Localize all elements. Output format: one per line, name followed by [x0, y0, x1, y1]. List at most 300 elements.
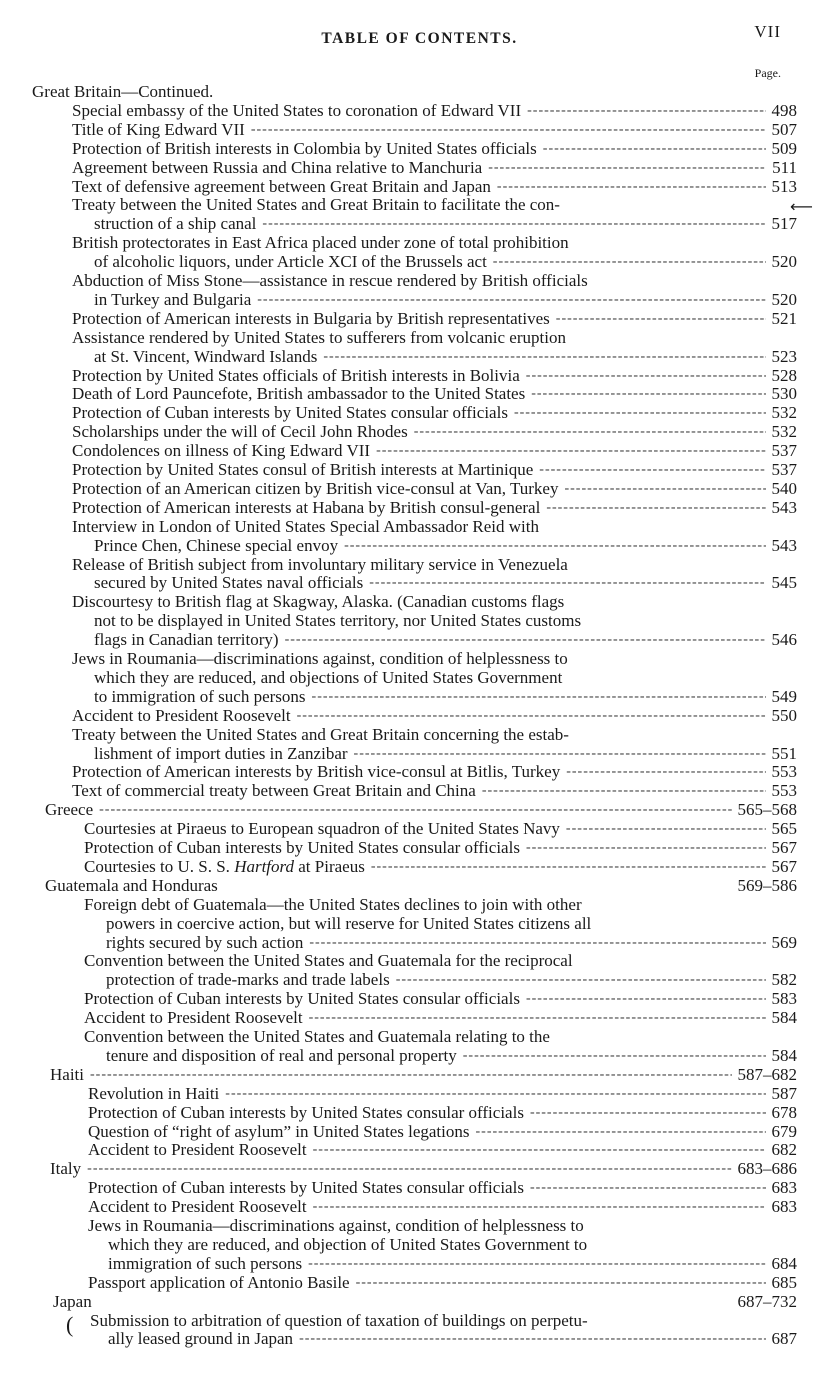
- toc-entry-page: 687–732: [737, 1291, 797, 1311]
- toc-leader-dots: [527, 101, 765, 121]
- toc-entry-title: Title of King Edward VII: [72, 119, 245, 139]
- toc-entry-title: Protection of an American citizen by British vice-consul at Van, Turkey: [72, 478, 559, 498]
- toc-entry-page: 587: [771, 1083, 797, 1103]
- toc-entry-page: 687: [771, 1329, 797, 1349]
- toc-entry-page: 678: [771, 1102, 797, 1122]
- toc-entry-text: [94, 611, 581, 631]
- toc-entry: [0, 384, 839, 404]
- toc-entry-title: powers in coercive action, but will reserve for United States citizens all: [106, 913, 592, 933]
- toc-leader-dots: [225, 1084, 765, 1104]
- toc-entry-title: Accident to President Roosevelt: [88, 1197, 307, 1217]
- toc-entry-text: [84, 1008, 303, 1028]
- toc-entry-text: [72, 158, 482, 178]
- toc-entry: [0, 1065, 839, 1085]
- toc-entry: [0, 914, 839, 934]
- toc-entry-text: [72, 592, 564, 612]
- toc-entry-text: [94, 630, 279, 650]
- toc-entry-title: Treaty between the United States and Great Britain concerning the estab-: [72, 724, 569, 744]
- toc-entry-page: 569–586: [737, 875, 797, 895]
- toc-entry: [0, 838, 839, 858]
- toc-entry-text: [72, 725, 569, 745]
- toc-entry-title: Text of commercial treaty between Great Britain and China: [72, 781, 476, 801]
- toc-entry-text: [84, 857, 365, 877]
- toc-entry: [0, 233, 839, 253]
- toc-entry-title: immigration of such persons: [108, 1253, 303, 1273]
- toc-entry: [0, 120, 839, 140]
- toc-entry: [0, 271, 839, 291]
- toc-entry-text: [108, 1329, 293, 1349]
- toc-entry-text: [88, 1140, 307, 1160]
- toc-entry-text: [72, 498, 540, 518]
- toc-entry-page: 584: [771, 1045, 797, 1065]
- toc-entry-title: Protection of Cuban interests by United States consular officials: [84, 989, 520, 1009]
- toc-entry-page: 553: [771, 781, 797, 801]
- toc-entry-title: Foreign debt of Guatemala—the United States declines to join with other: [84, 894, 582, 914]
- toc-entry-title: Accident to President Roosevelt: [72, 705, 291, 725]
- toc-entry-page: 551: [771, 743, 797, 763]
- toc-entry: [0, 630, 839, 650]
- toc-entry-title: lishment of import duties in Zanzibar: [94, 743, 348, 763]
- toc-entry-page: 543: [771, 535, 797, 555]
- toc-entry: [0, 573, 839, 593]
- toc-entry-text: [88, 1197, 307, 1217]
- toc-entry-page: 584: [771, 1008, 797, 1028]
- toc-entry: [0, 441, 839, 461]
- toc-entry-text: [72, 403, 508, 423]
- toc-entry: [0, 309, 839, 329]
- toc-leader-dots: [463, 1046, 766, 1066]
- toc-entry: [0, 101, 839, 121]
- toc-leader-dots: [531, 384, 765, 404]
- toc-entry-title: Convention between the United States and Guatemala for the reciprocal: [84, 951, 573, 971]
- toc-entry: [0, 1140, 839, 1160]
- toc-leader-dots: [526, 838, 766, 858]
- toc-entry-text: [53, 1292, 92, 1312]
- toc-leader-dots: [369, 573, 765, 593]
- toc-entry-title: not to be displayed in United States territory, nor United States customs: [94, 611, 582, 631]
- toc-entry-title: Protection of American interests at Habana by British consul-general: [72, 497, 541, 517]
- toc-entry-page: 530: [771, 384, 797, 404]
- toc-leader-dots: [476, 1122, 766, 1142]
- toc-entry: [0, 781, 839, 801]
- toc-entry-text: [106, 970, 390, 990]
- toc-leader-dots: [526, 989, 766, 1009]
- toc-entry: [0, 1027, 839, 1047]
- toc-entry-page: 569: [771, 932, 797, 952]
- toc-entry-title: Convention between the United States and Guatemala relating to the: [84, 1027, 550, 1046]
- toc-entry-text: [72, 422, 408, 442]
- toc-entry: [0, 611, 839, 631]
- toc-entry-page: 565–568: [737, 800, 797, 820]
- toc-entry-page: 521: [771, 308, 797, 328]
- toc-entry-page: 543: [771, 497, 797, 517]
- toc-entry-title: Accident to President Roosevelt: [88, 1140, 307, 1160]
- toc-entry: [0, 933, 839, 953]
- toc-entry: [0, 857, 839, 877]
- toc-leader-dots: [257, 290, 765, 310]
- toc-entry-text: [108, 1254, 302, 1274]
- toc-entry-text: [72, 309, 550, 329]
- toc-entry-title: Protection of Cuban interests by United States consular officials: [84, 838, 520, 857]
- toc-leader-dots: [323, 347, 765, 367]
- toc-entry: [0, 876, 839, 896]
- toc-entry-text: [32, 82, 213, 102]
- toc-entry-title: protection of trade-marks and trade labels: [106, 970, 390, 990]
- toc-entry-title: rights secured by such action: [106, 932, 304, 952]
- toc-entry-text: [72, 271, 588, 291]
- toc-entry-text: [88, 1216, 584, 1236]
- toc-entry-title: Protection by United States consul of British interests at Martinique: [72, 460, 534, 479]
- toc-entry: [0, 422, 839, 442]
- toc-entry-title: Protection by United States officials of British interests in Bolivia: [72, 365, 520, 385]
- toc-entry-page: 523: [771, 346, 797, 366]
- toc-entry: [0, 517, 839, 537]
- toc-entry: [0, 1046, 839, 1066]
- toc-entry-title: Condolences on illness of King Edward VII: [72, 441, 371, 461]
- toc-entry-title: flags in Canadian territory): [94, 630, 279, 650]
- toc-entry: [0, 536, 839, 556]
- toc-leader-dots: [543, 139, 766, 159]
- toc-entry: [0, 1103, 839, 1123]
- toc-entry-page: 565: [771, 819, 797, 839]
- toc-entry-text: [72, 366, 520, 386]
- toc-entry-text: [72, 177, 491, 197]
- toc-leader-dots: [356, 1273, 766, 1293]
- toc-entry: [0, 725, 839, 745]
- toc-entry: [0, 158, 839, 178]
- toc-entry-page: 682: [771, 1140, 797, 1160]
- toc-entry: [0, 195, 839, 215]
- toc-entry-text: [106, 933, 303, 953]
- toc-leader-dots: [297, 706, 766, 726]
- toc-leader-dots: [313, 1140, 766, 1160]
- page-number: VII: [754, 22, 781, 41]
- toc-leader-dots: [299, 1329, 765, 1349]
- page-title: TABLE OF CONTENTS.: [321, 30, 518, 47]
- toc-entry-page: 683: [771, 1197, 797, 1217]
- toc-leader-dots: [530, 1103, 766, 1123]
- toc-entry: [0, 1254, 839, 1274]
- toc-entry-title: to immigration of such persons: [94, 686, 306, 706]
- toc-entry-page: 532: [771, 403, 797, 423]
- toc-leader-dots: [90, 1065, 732, 1085]
- toc-entry: [0, 366, 839, 386]
- toc-entry: [0, 649, 839, 669]
- toc-entry: [0, 687, 839, 707]
- toc-entry-page: 587–682: [737, 1064, 797, 1084]
- toc-entry-title: Courtesies to U. S. S.: [84, 856, 235, 876]
- toc-entry-title: Japan: [53, 1291, 92, 1311]
- toc-entry: [0, 1084, 839, 1104]
- toc-entry-text: [72, 101, 521, 121]
- toc-entry-text: [88, 1122, 470, 1142]
- toc-entry-title: of alcoholic liquors, under Article XCI of the Brussels act: [94, 252, 487, 272]
- toc-entry-title: Release of British subject from involuntary military service in Venezuela: [72, 554, 568, 574]
- toc-entry-text: [84, 838, 520, 858]
- toc-entry-title: Text of defensive agreement between Great Britain and Japan: [72, 176, 491, 196]
- toc-leader-dots: [556, 309, 766, 329]
- toc-entry: [0, 1311, 839, 1331]
- toc-entry-title: Protection of Cuban interests by United States consular officials: [72, 403, 508, 423]
- toc-entry-text: [84, 951, 573, 971]
- toc-entry-title: Interview in London of United States Special Ambassador Reid with: [72, 516, 539, 536]
- toc-entry-text: [84, 1027, 550, 1047]
- toc-entry-text: [72, 460, 533, 480]
- toc-entry-title: Italy: [50, 1159, 82, 1179]
- toc-entry-title: Protection of Cuban interests by United States consular officials: [88, 1102, 524, 1122]
- toc-leader-dots: [497, 177, 766, 197]
- toc-leader-dots: [530, 1178, 766, 1198]
- toc-entry-text: [84, 895, 582, 915]
- toc-entry: [0, 895, 839, 915]
- toc-entry-page: 567: [771, 856, 797, 876]
- toc-entry-title: Question of “right of asylum” in United States legations: [88, 1121, 470, 1141]
- toc-entry-text: [72, 328, 566, 348]
- toc-leader-dots: [539, 460, 765, 480]
- toc-leader-dots: [396, 970, 766, 990]
- toc-entry-page: 545: [771, 573, 797, 593]
- toc-entry-title: Scholarships under the will of Cecil John Rhodes: [72, 422, 408, 442]
- toc-entry-text: [94, 687, 306, 707]
- toc-entry: [0, 762, 839, 782]
- toc-entry-title: in Turkey and Bulgaria: [94, 289, 252, 309]
- toc-leader-dots: [312, 687, 766, 707]
- toc-leader-dots: [309, 1008, 766, 1028]
- toc-entry-page: 567: [771, 838, 797, 857]
- toc-entry-title-tail: at Piraeus: [294, 856, 365, 876]
- toc-entry: [0, 82, 839, 102]
- toc-entry-text: [45, 800, 93, 820]
- toc-entry-title: secured by United States naval officials: [94, 573, 364, 593]
- margin-arrow-mark: ⟵: [790, 197, 813, 216]
- toc-entry-text: [72, 233, 569, 253]
- toc-entry-title: Greece: [45, 800, 94, 820]
- toc-entry-title: Passport application of Antonio Basile: [88, 1272, 350, 1292]
- toc-entry-title: at St. Vincent, Windward Islands: [94, 346, 318, 366]
- toc-entry-page: 546: [771, 630, 797, 650]
- toc-entry-title: Accident to President Roosevelt: [84, 1008, 303, 1028]
- toc-entry-page: 507: [771, 119, 797, 139]
- toc-entry-title: Special embassy of the United States to coronation of Edward VII: [72, 100, 522, 120]
- toc-entry-text: [45, 876, 218, 896]
- toc-entry-text: [88, 1084, 219, 1104]
- toc-leader-dots: [354, 744, 766, 764]
- toc-entry: [0, 1122, 839, 1142]
- page-header: [0, 22, 839, 52]
- toc-entry: [0, 1159, 839, 1179]
- toc-entry-page: 684: [771, 1253, 797, 1273]
- toc-entry-title: Abduction of Miss Stone—assistance in rescue rendered by British officials: [72, 271, 588, 290]
- toc-entry-page: 520: [771, 252, 797, 272]
- toc-entry: [0, 1197, 839, 1217]
- toc-leader-dots: [514, 403, 766, 423]
- toc-entry-title: which they are reduced, and objection of United States Government to: [108, 1234, 588, 1254]
- toc-entry-title: Courtesies at Piraeus to European squadron of the United States Navy: [84, 819, 560, 839]
- toc-entry: [0, 668, 839, 688]
- toc-entry-title: Protection of British interests in Colombia by United States officials: [72, 138, 537, 158]
- toc-leader-dots: [376, 441, 765, 461]
- toc-entry-page: 549: [771, 686, 797, 706]
- toc-entry-text: [72, 517, 539, 537]
- toc-entry: [0, 214, 839, 234]
- toc-entry-title: Discourtesy to British flag at Skagway, Alaska. (Canadian customs flags: [72, 592, 565, 612]
- toc-leader-dots: [488, 158, 766, 178]
- toc-entry-page: 537: [771, 460, 797, 479]
- toc-entry-page: 582: [771, 970, 797, 990]
- toc-entry-page: 683–686: [737, 1159, 797, 1179]
- toc-leader-dots: [546, 498, 765, 518]
- toc-entry: [0, 819, 839, 839]
- toc-entry-text: [94, 214, 256, 234]
- toc-entry-title: Haiti: [50, 1064, 84, 1084]
- toc-leader-dots: [564, 479, 765, 499]
- toc-leader-dots: [344, 536, 765, 556]
- toc-entry-page: 528: [771, 365, 797, 385]
- toc-leader-dots: [482, 781, 766, 801]
- toc-entry-page: 583: [771, 989, 797, 1009]
- toc-entry: [0, 460, 839, 480]
- toc-entry-title: struction of a ship canal: [94, 214, 257, 234]
- toc-leader-dots: [313, 1197, 766, 1217]
- toc-entry-page: 550: [771, 705, 797, 725]
- toc-entry: [0, 328, 839, 348]
- toc-leader-dots: [87, 1159, 731, 1179]
- toc-entry-title: Death of Lord Pauncefote, British ambassador to the United States: [72, 384, 526, 404]
- toc-entry-text: [94, 252, 487, 272]
- toc-entry-title: Assistance rendered by United States to sufferers from volcanic eruption: [72, 327, 566, 347]
- toc-entry-text: [88, 1178, 524, 1198]
- toc-entry: [0, 706, 839, 726]
- toc-entry-page: 520: [771, 289, 797, 309]
- toc-entry-title: Protection of Cuban interests by United States consular officials: [88, 1178, 524, 1198]
- toc-entry: [0, 139, 839, 159]
- toc-leader-dots: [308, 1254, 765, 1274]
- toc-leader-dots: [251, 120, 766, 140]
- toc-entry-title: Submission to arbitration of question of taxation of buildings on perpetu-: [90, 1310, 588, 1330]
- margin-bracket-mark: (: [66, 1312, 74, 1337]
- toc-entry-text: [72, 781, 476, 801]
- toc-entry-text: [90, 1311, 588, 1331]
- toc-entry-title: Agreement between Russia and China relative to Manchuria: [72, 157, 483, 177]
- toc-entry: [0, 290, 839, 310]
- toc-entry-text: [94, 573, 363, 593]
- toc-entry: [0, 744, 839, 764]
- toc-entry-text: [106, 1046, 457, 1066]
- toc-entry-text: [50, 1065, 84, 1085]
- toc-entry-page: 679: [771, 1121, 797, 1141]
- toc-entry-title: tenure and disposition of real and personal property: [106, 1045, 457, 1065]
- toc-leader-dots: [566, 819, 766, 839]
- toc-entry: [0, 177, 839, 197]
- toc-entry: [0, 347, 839, 367]
- toc-entry-text: [50, 1159, 81, 1179]
- toc-entry: [0, 989, 839, 1009]
- toc-entry-page: 683: [771, 1178, 797, 1198]
- toc-entry-text: [94, 536, 338, 556]
- toc-entry: [0, 1178, 839, 1198]
- toc-entry-text: [84, 989, 520, 1009]
- toc-entry-text: [94, 668, 562, 688]
- toc-entry: [0, 1235, 839, 1255]
- toc-entry-ship-name: Hartford: [234, 856, 295, 876]
- toc-entry: [0, 1273, 839, 1293]
- toc-entry: [0, 498, 839, 518]
- toc-entry-text: [108, 1235, 587, 1255]
- toc-entry-title: Protection of American interests in Bulgaria by British representatives: [72, 308, 550, 328]
- toc-entry: [0, 970, 839, 990]
- toc-leader-dots: [371, 857, 766, 877]
- toc-entry: [0, 592, 839, 612]
- toc-entry-title: ally leased ground in Japan: [108, 1329, 294, 1349]
- toc-leader-dots: [414, 422, 766, 442]
- toc-entry-page: 511: [772, 157, 797, 177]
- toc-entry-text: [72, 120, 245, 140]
- toc-leader-dots: [566, 762, 765, 782]
- toc-entry-text: [72, 195, 560, 215]
- toc-entry-text: [94, 290, 251, 310]
- toc-entry-text: [72, 441, 370, 461]
- toc-entry-page: 532: [771, 422, 797, 442]
- toc-entry-page: 509: [771, 138, 797, 158]
- toc-entry: [0, 252, 839, 272]
- toc-entry: [0, 1008, 839, 1028]
- toc-entry-page: 498: [771, 100, 797, 120]
- toc-entry-text: [106, 914, 591, 934]
- toc-entry-title: Prince Chen, Chinese special envoy: [94, 535, 339, 555]
- toc-leader-dots: [285, 630, 766, 650]
- toc-entry-title: Guatemala and Honduras: [45, 875, 218, 895]
- toc-entry-text: [88, 1273, 350, 1293]
- toc-entry-text: [84, 819, 560, 839]
- toc-entry-text: [72, 762, 560, 782]
- toc-entry-text: [94, 347, 317, 367]
- page-column-heading: Page.: [754, 66, 781, 80]
- toc-entry-page: 513: [771, 176, 797, 196]
- toc-entry-text: [94, 744, 348, 764]
- toc-entry-page: 517: [771, 214, 797, 234]
- toc-entry: [0, 1329, 839, 1349]
- toc-entry-title: Revolution in Haiti: [88, 1083, 220, 1103]
- toc-entry: [0, 479, 839, 499]
- toc-leader-dots: [262, 214, 765, 234]
- toc-entry-page: 540: [771, 478, 797, 498]
- toc-entry-page: 537: [771, 441, 797, 461]
- toc-leader-dots: [526, 366, 766, 386]
- toc-entry-title: Great Britain—Continued.: [32, 82, 214, 101]
- toc-entry: [0, 951, 839, 971]
- toc-entry: [0, 1292, 839, 1312]
- toc-entry-text: [72, 555, 568, 575]
- toc-leader-dots: [99, 800, 731, 820]
- toc-entry-title: Jews in Roumania—discriminations against, condition of helplessness to: [72, 649, 568, 668]
- toc-entry-text: [72, 479, 558, 499]
- toc-entry-title: Jews in Roumania—discriminations against, condition of helplessness to: [88, 1216, 584, 1235]
- toc-entry-title: which they are reduced, and objections of United States Government: [94, 667, 563, 687]
- toc-entry: [0, 800, 839, 820]
- toc-entry-title: Protection of American interests by British vice-consul at Bitlis, Turkey: [72, 762, 561, 782]
- toc-entry-text: [88, 1103, 524, 1123]
- toc-entry-text: [72, 384, 525, 404]
- toc-entry-page: 553: [771, 762, 797, 782]
- toc-entry-text: [72, 139, 537, 159]
- toc-entry-page: 685: [771, 1272, 797, 1292]
- toc-entry-text: [72, 706, 291, 726]
- toc-leader-dots: [493, 252, 766, 272]
- toc-entry-title: British protectorates in East Africa placed under zone of total prohibition: [72, 233, 569, 253]
- toc-entry: [0, 1216, 839, 1236]
- toc-leader-dots: [309, 933, 765, 953]
- toc-entry: [0, 403, 839, 423]
